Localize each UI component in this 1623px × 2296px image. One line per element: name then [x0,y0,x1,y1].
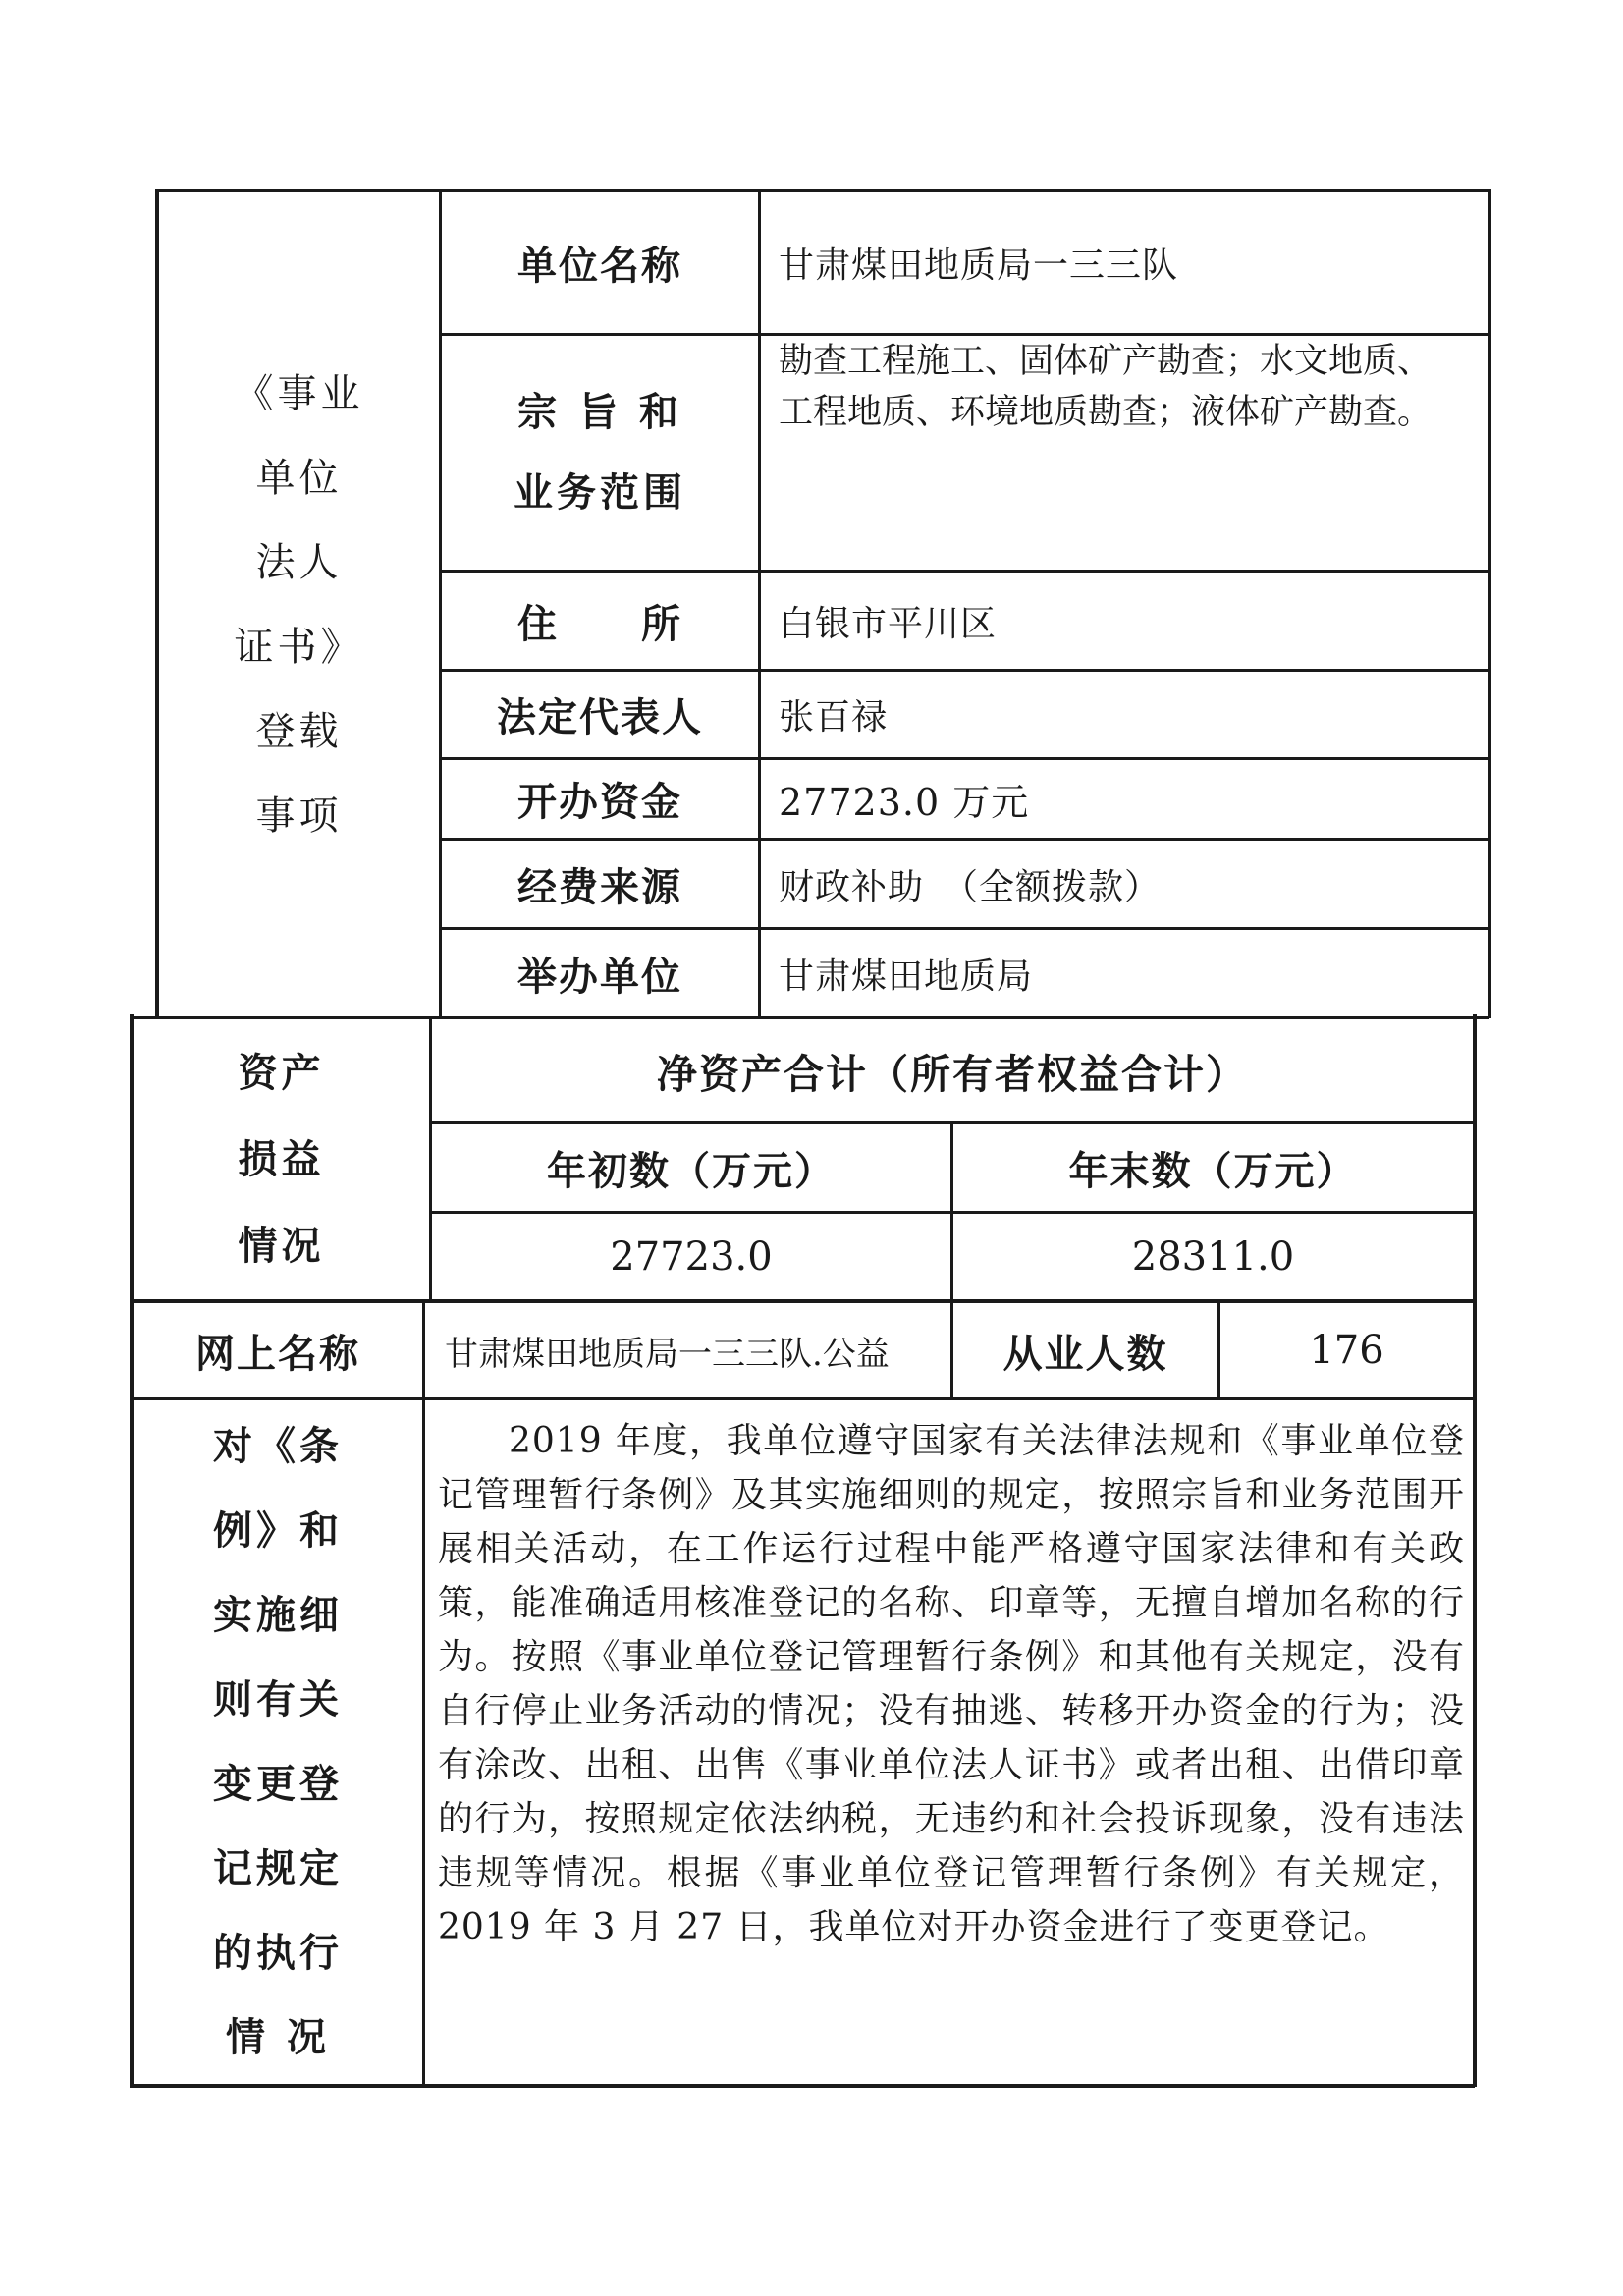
divider-v-side-3 [422,1301,425,2087]
certificate-side-label-line: 《事业 [234,371,364,416]
certificate-side-label [159,192,439,1017]
purpose-label-line: 业务范围 [514,469,686,516]
sponsor-label: 举办单位 [517,953,682,1000]
certificate-side-label-line: 单位 [255,456,343,501]
certificate-side-label-line: 事项 [255,793,343,839]
year-end-label: 年末数（万元） [1068,1147,1358,1194]
funding-label: 经费来源 [517,863,682,910]
execution-side-label-line: 实施细 [213,1592,343,1638]
assets-side-label-line: 情况 [238,1222,325,1269]
year-start-value: 27723.0 [610,1233,773,1280]
assets-side-label-line: 损益 [238,1135,325,1182]
online-name-label: 网上名称 [195,1330,360,1377]
purpose-value-line: 工程地质、环境地质勘查；液体矿产勘查。 [779,393,1433,432]
purpose-label [442,336,758,570]
table-border-right-upper [1488,189,1491,1018]
table-border-right-lower [1473,1014,1477,2087]
certificate-side-label-line: 证书》 [234,625,364,670]
certificate-side-label-line: 登载 [255,709,343,754]
legal-rep-label: 法定代表人 [497,694,703,740]
sponsor-value: 甘肃煤田地质局 [779,956,1034,997]
funding-value: 财政补助 （全额拨款） [779,866,1162,907]
unit-name-value: 甘肃煤田地质局一三三队 [779,246,1179,286]
online-name-value: 甘肃煤田地质局一三三队.公益 [445,1334,890,1374]
unit-name-label: 单位名称 [517,243,682,289]
execution-side-label-line: 的执行 [213,1930,343,1976]
capital-label: 开办资金 [517,779,682,825]
assets-side-label [134,1019,429,1299]
execution-side-label-line: 变更登 [213,1761,343,1807]
purpose-label-line: 宗 旨 和 [517,389,682,435]
execution-paragraph: 2019 年度，我单位遵守国家有关法律法规和《事业单位登记管理暂行条例》及其实施细则的规定，按照宗旨和业务范围开展相关活动，在工作运行过程中能严格遵守国家法律和有关政策，能准确适用核准登记的名称、印章等，无擅自增加名称的行为。按照《事业单位登记管理暂行条例》和其他有关规定，没有自行停止业务活动的情况；没有抽逃、转移开办资金的行为；没有涂改、出租、出售《事业单位法人证书》或者出租、出借印章的行为，按照规定依法纳税，无违约和社会投诉现象，没有违法违规等情况。根据《事业单位登记管理暂行条例》有关规定，2019 年 3 月 27 日，我单位对开办资金进行了变更登记。 [438,1421,1465,1947]
capital-value: 27723.0 万元 [779,781,1030,824]
execution-side-label-line: 对《条 [213,1423,343,1469]
year-start-label: 年初数（万元） [547,1147,836,1194]
net-assets-header: 净资产合计（所有者权益合计） [657,1050,1248,1098]
assets-side-label-line: 资产 [238,1049,325,1096]
legal-rep-value: 张百禄 [779,697,889,738]
execution-side-label-line: 例》和 [213,1507,343,1554]
execution-side-label-line: 情 况 [226,2014,330,2060]
purpose-value [761,336,1488,570]
address-value: 白银市平川区 [779,603,998,644]
staff-count-value: 176 [1309,1328,1384,1373]
certificate-side-label-line: 法人 [255,540,343,585]
staff-count-label: 从业人数 [1002,1330,1168,1377]
execution-side-label-line: 记规定 [213,1845,343,1891]
purpose-value-line: 勘查工程施工、固体矿产勘查；水文地质、 [779,342,1433,381]
year-end-value: 28311.0 [1131,1233,1295,1280]
execution-side-label [134,1400,422,2084]
execution-side-label-line: 则有关 [213,1676,343,1722]
table-border-bottom [130,2084,1475,2088]
address-label: 住 所 [517,600,682,647]
